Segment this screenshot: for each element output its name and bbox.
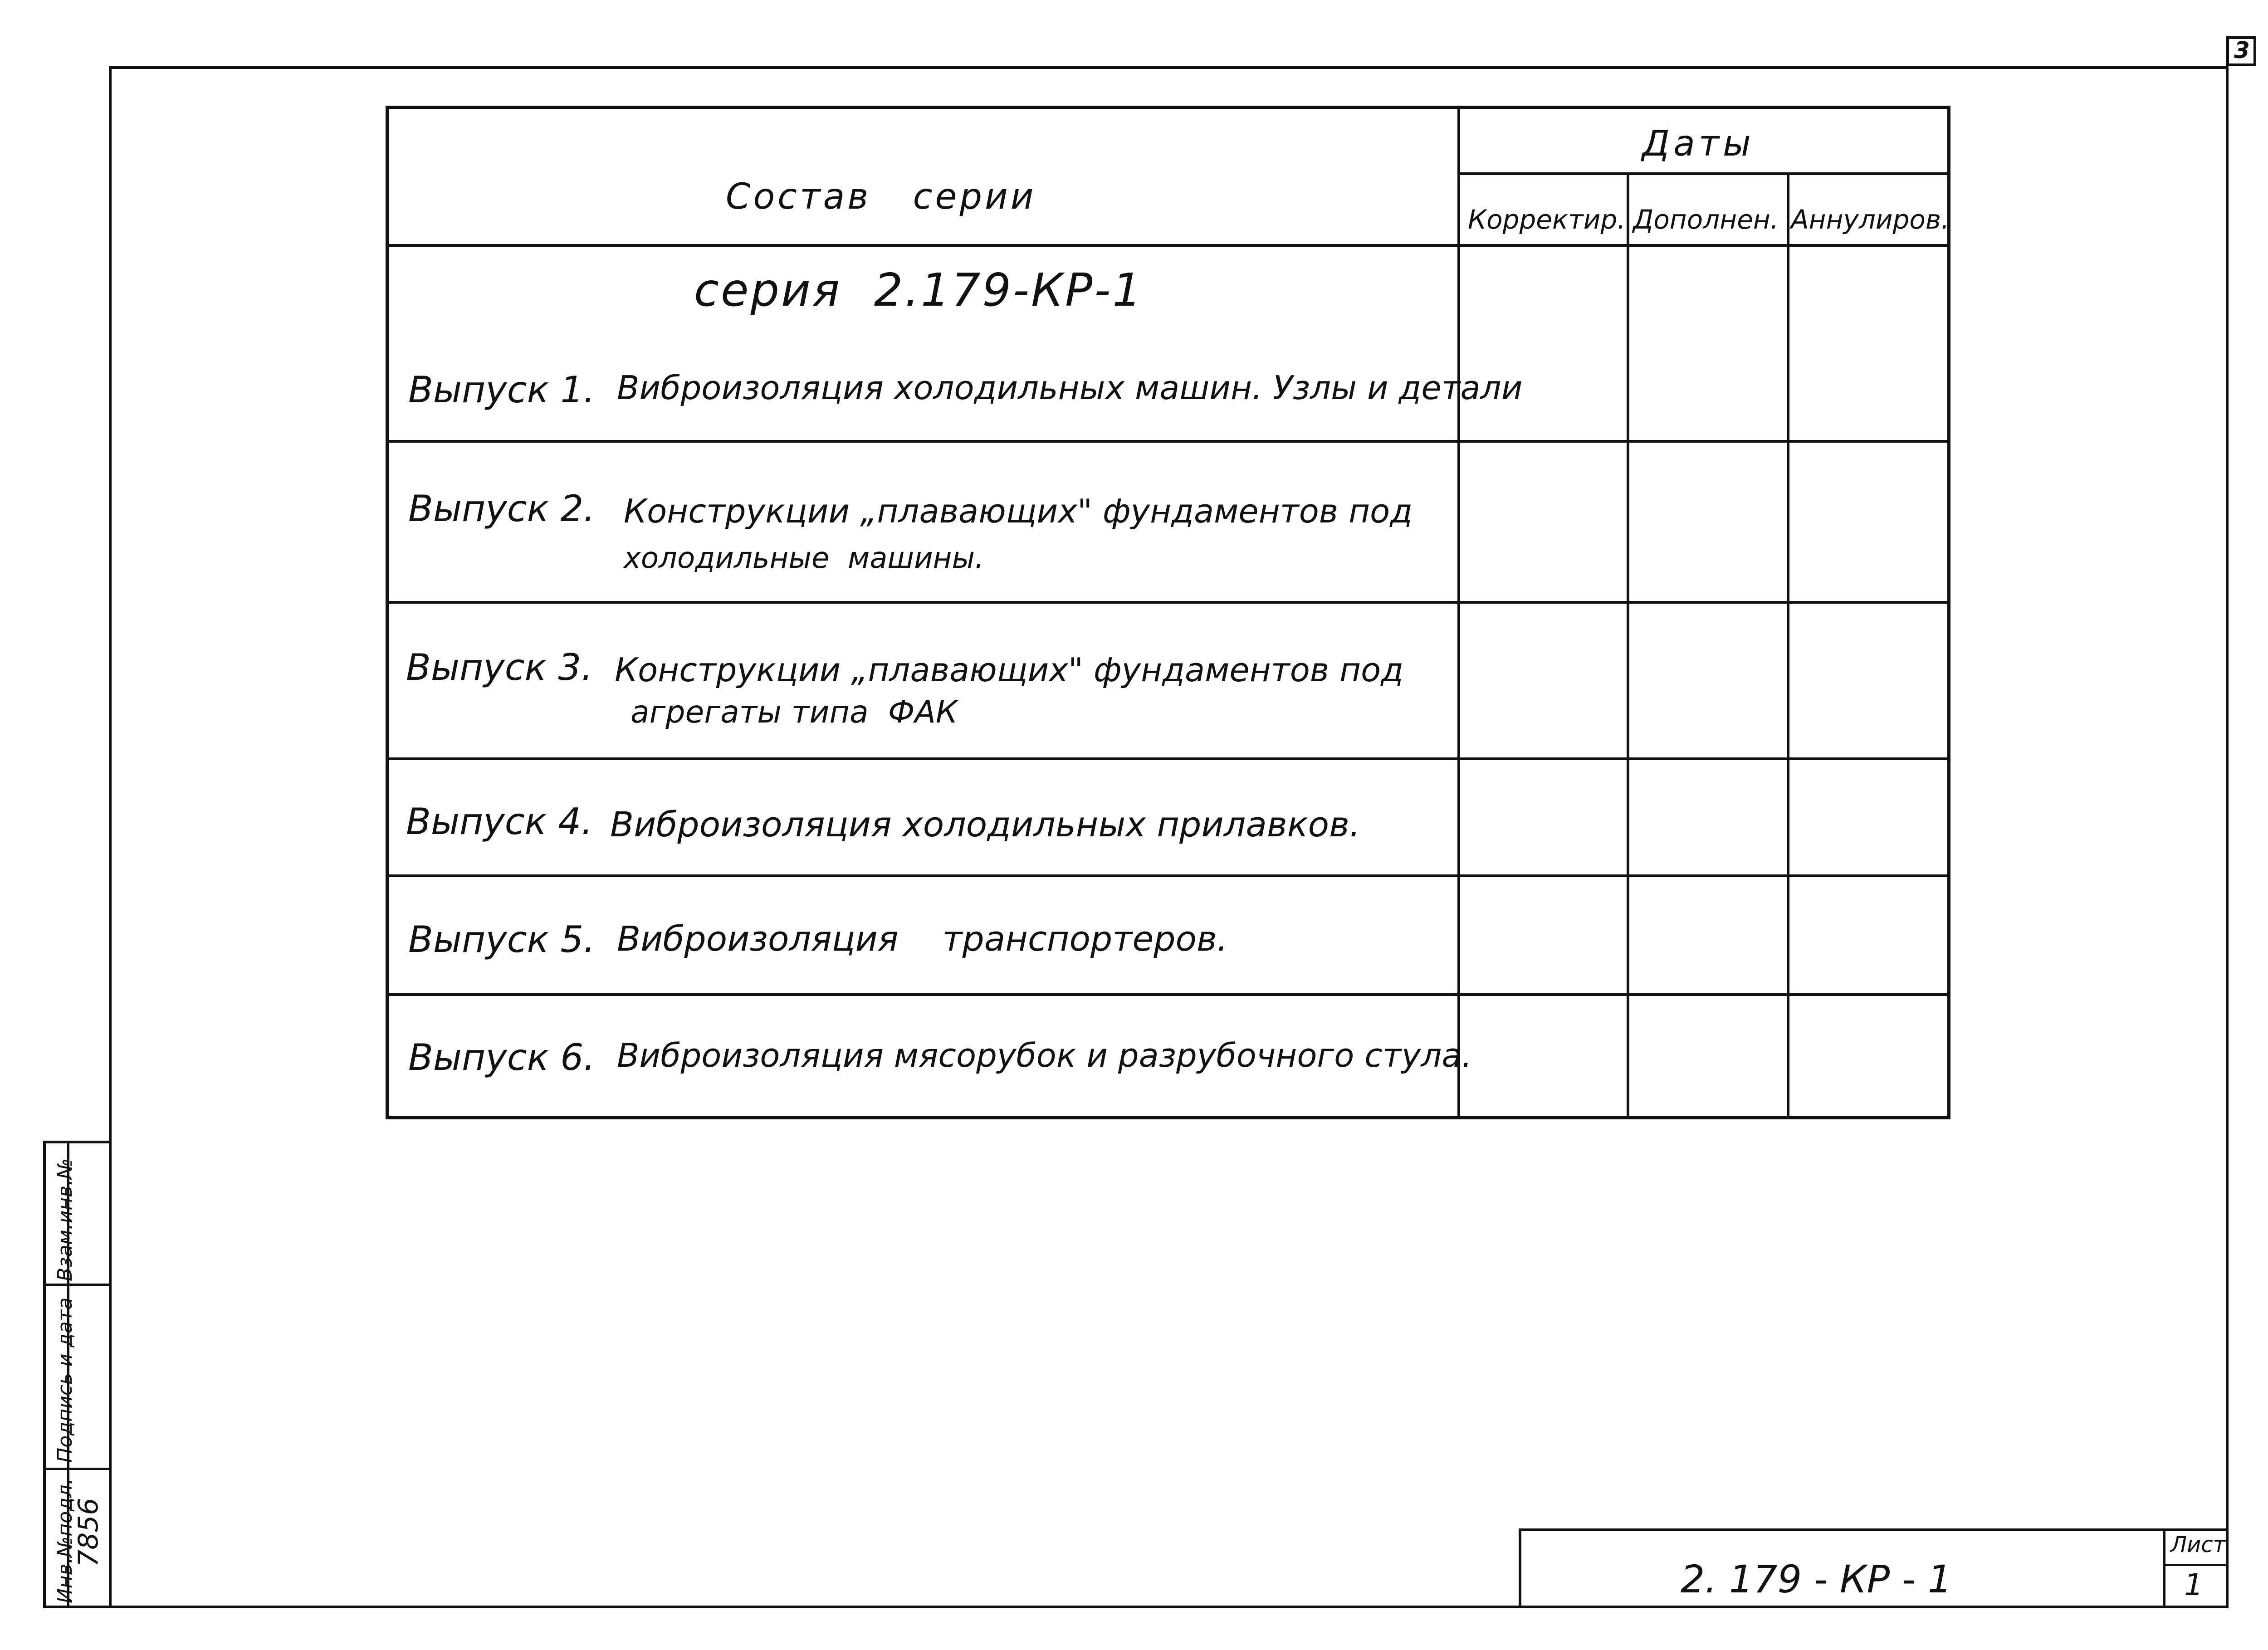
side-stamp-inv-label: Инв.№подл. [54,1478,77,1603]
side-stamp-replaced-label: Взам.инв.№ [54,1158,77,1281]
title-block-divider [2163,1528,2165,1608]
row-3-text-line-1: Конструкции „плавающих" фундаментов под [615,651,1404,689]
side-stamp-signature-label: Подпись и дата [54,1297,77,1463]
date-col-annulment: Аннулиров. [1791,204,1950,235]
sheet-label: Лист [2170,1532,2226,1557]
row-2-label: Выпуск 2. [408,488,595,530]
row-3-label: Выпуск 3. [406,646,593,688]
composition-table [386,106,1950,1119]
dates-header: Даты [1642,123,1755,164]
table-vline-2 [1627,174,1629,1119]
row-3-text-line-2: агрегаты типа ФАК [631,694,958,730]
row-5-text: Виброизоляция транспортеров. [617,918,1228,959]
header-bottom-line [386,244,1950,247]
row-4-label: Выпуск 4. [406,801,593,843]
dates-subheader-line [1457,172,1950,175]
row-line-4 [386,874,1950,877]
side-stamp-inv-value: 7856 [73,1498,104,1567]
row-1-label: Выпуск 1. [408,369,595,411]
row-5-label: Выпуск 5. [408,918,595,961]
date-col-addition: Дополнен. [1633,204,1779,235]
row-2-text-line-1: Конструкции „плавающих" фундаментов под [624,492,1413,530]
sheet-number: 1 [2184,1567,2203,1602]
table-header-title: Состав серии [726,176,1036,217]
date-col-correction: Корректир. [1468,204,1626,235]
table-vline-main [1457,106,1460,1119]
row-6-label: Выпуск 6. [408,1036,595,1079]
series-title: серия 2.179-КР-1 [694,264,1144,317]
row-line-1 [386,440,1950,443]
row-line-2 [386,601,1950,604]
row-4-text: Виброизоляция холодильных прилавков. [610,804,1361,845]
side-stamp-hline-2 [43,1468,112,1470]
side-stamp-hline-1 [43,1284,112,1286]
row-2-text-line-2: холодильные машины. [624,542,984,575]
corner-number: 3 [2234,37,2250,63]
table-vline-3 [1787,174,1789,1119]
row-line-5 [386,993,1950,996]
frame-top-line [109,66,2229,69]
document-code: 2. 179 - КР - 1 [1681,1557,1952,1601]
row-1-text: Виброизоляция холодильных машин. Узлы и детали [617,369,1523,407]
frame-right-line [2226,36,2229,1608]
row-line-3 [386,757,1950,760]
row-6-text: Виброизоляция мясорубок и разрубочного стула. [617,1036,1472,1074]
title-block-sheet-hline [2163,1564,2229,1566]
